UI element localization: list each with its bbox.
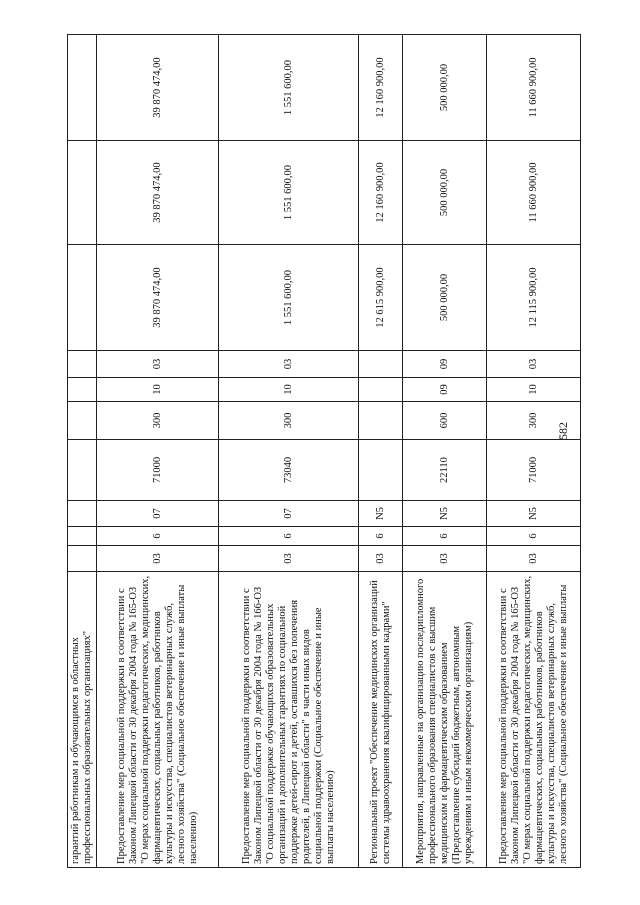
code-cell <box>68 501 97 527</box>
amount-cell: 500 000,00 <box>403 245 487 351</box>
code-cell: 03 <box>487 351 581 378</box>
amount-cell: 12 160 900,00 <box>359 141 403 245</box>
code-cell: 03 <box>487 546 581 572</box>
code-cell: 300 <box>97 402 219 440</box>
amount-cell <box>68 141 97 245</box>
budget-table <box>67 34 581 868</box>
code-cell: 600 <box>403 402 487 440</box>
amount-cell: 39 870 474,00 <box>97 141 219 245</box>
code-cell: 03 <box>403 546 487 572</box>
code-cell: 6 <box>359 527 403 546</box>
amount-cell: 500 000,00 <box>403 35 487 141</box>
code-cell: 6 <box>403 527 487 546</box>
code-cell: 03 <box>219 351 359 378</box>
code-cell <box>68 402 97 440</box>
code-cell: 71000 <box>97 440 219 501</box>
page-number: 582 <box>556 422 570 440</box>
amount-cell: 39 870 474,00 <box>97 35 219 141</box>
code-cell: 09 <box>403 351 487 378</box>
code-cell: 6 <box>219 527 359 546</box>
row-description: Мероприятия, направленные на организацию последипломного профессионального образования специалистов с высшим медицинским и фармацевтическим образованием (Предоставление субсидий бюджетным, автономным учреждениям и иным некоммерческим организациям) <box>403 572 487 868</box>
code-cell <box>359 351 403 378</box>
code-cell: 300 <box>487 402 581 440</box>
table-row <box>487 35 581 868</box>
code-cell: N5 <box>403 501 487 527</box>
code-cell: 10 <box>487 378 581 402</box>
code-cell <box>68 440 97 501</box>
table-row <box>359 35 403 868</box>
code-cell: 6 <box>487 527 581 546</box>
amount-cell <box>68 35 97 141</box>
code-cell <box>68 546 97 572</box>
code-cell: 03 <box>219 546 359 572</box>
code-cell: 03 <box>97 546 219 572</box>
code-cell: 07 <box>219 501 359 527</box>
amount-cell: 39 870 474,00 <box>97 245 219 351</box>
code-cell <box>68 351 97 378</box>
row-description: гарантий работникам и обучающимся в областных профессиональных образовательных организациях" <box>68 572 97 868</box>
code-cell <box>359 378 403 402</box>
row-description: Предоставление мер социальной поддержки в соответствии с Законом Липецкой области от 30 декабря 2004 года № 165-ОЗ "О мерах социальной поддержки педагогических, медицинских, фармацевтических, социальных работников, работников культуры и искусства, специалистов ветеринарных служб, лесного хозяйства" (Социальное обеспечение и иные выплаты населению) <box>97 572 219 868</box>
code-cell: 6 <box>97 527 219 546</box>
amount-cell: 1 551 600,00 <box>219 35 359 141</box>
code-cell: 73040 <box>219 440 359 501</box>
code-cell: 300 <box>219 402 359 440</box>
amount-cell: 1 551 600,00 <box>219 245 359 351</box>
code-cell: 10 <box>219 378 359 402</box>
code-cell: 10 <box>97 378 219 402</box>
code-cell: 71000 <box>487 440 581 501</box>
code-cell: N5 <box>487 501 581 527</box>
code-cell: 03 <box>359 546 403 572</box>
amount-cell <box>68 245 97 351</box>
code-cell <box>68 378 97 402</box>
table-row <box>219 35 359 868</box>
amount-cell: 11 660 900,00 <box>487 35 581 141</box>
code-cell <box>359 402 403 440</box>
table-row <box>403 35 487 868</box>
code-cell: 22110 <box>403 440 487 501</box>
code-cell: 03 <box>97 351 219 378</box>
amount-cell: 1 551 600,00 <box>219 141 359 245</box>
table-row <box>68 35 97 868</box>
row-description: Региональный проект "Обеспечение медицинских организаций системы здравоохранения квалифицированными кадрами" <box>359 572 403 868</box>
code-cell: 09 <box>403 378 487 402</box>
amount-cell: 11 660 900,00 <box>487 141 581 245</box>
code-cell <box>68 527 97 546</box>
row-description: Предоставление мер социальной поддержки в соответствии с Законом Липецкой области от 30 декабря 2004 года № 165-ОЗ "О мерах социальной поддержки педагогических, медицинских, фармацевтических, социальных работников, работников культуры и искусства, специалистов ветеринарных служб, лесного хозяйства" (Социальное обеспечение и иные выплаты <box>487 572 581 868</box>
amount-cell: 500 000,00 <box>403 141 487 245</box>
code-cell: N5 <box>359 501 403 527</box>
amount-cell: 12 160 900,00 <box>359 35 403 141</box>
code-cell: 07 <box>97 501 219 527</box>
table-row <box>97 35 219 868</box>
row-description: Предоставление мер социальной поддержки в соответствии с Законом Липецкой области от 30 декабря 2004 года № 166-ОЗ "О социальной поддержке обучающихся образовательных организаций и дополнительных гарантиях по социальной поддержке детей-сирот и детей, оставшихся без попечения родителей, в Липецкой области" в части иных видов социальной поддержки (Социальное обеспечение и иные выплаты населению) <box>219 572 359 868</box>
rotated-table-wrapper <box>67 35 580 868</box>
code-cell <box>359 440 403 501</box>
amount-cell: 12 115 900,00 <box>487 245 581 351</box>
amount-cell: 12 615 900,00 <box>359 245 403 351</box>
